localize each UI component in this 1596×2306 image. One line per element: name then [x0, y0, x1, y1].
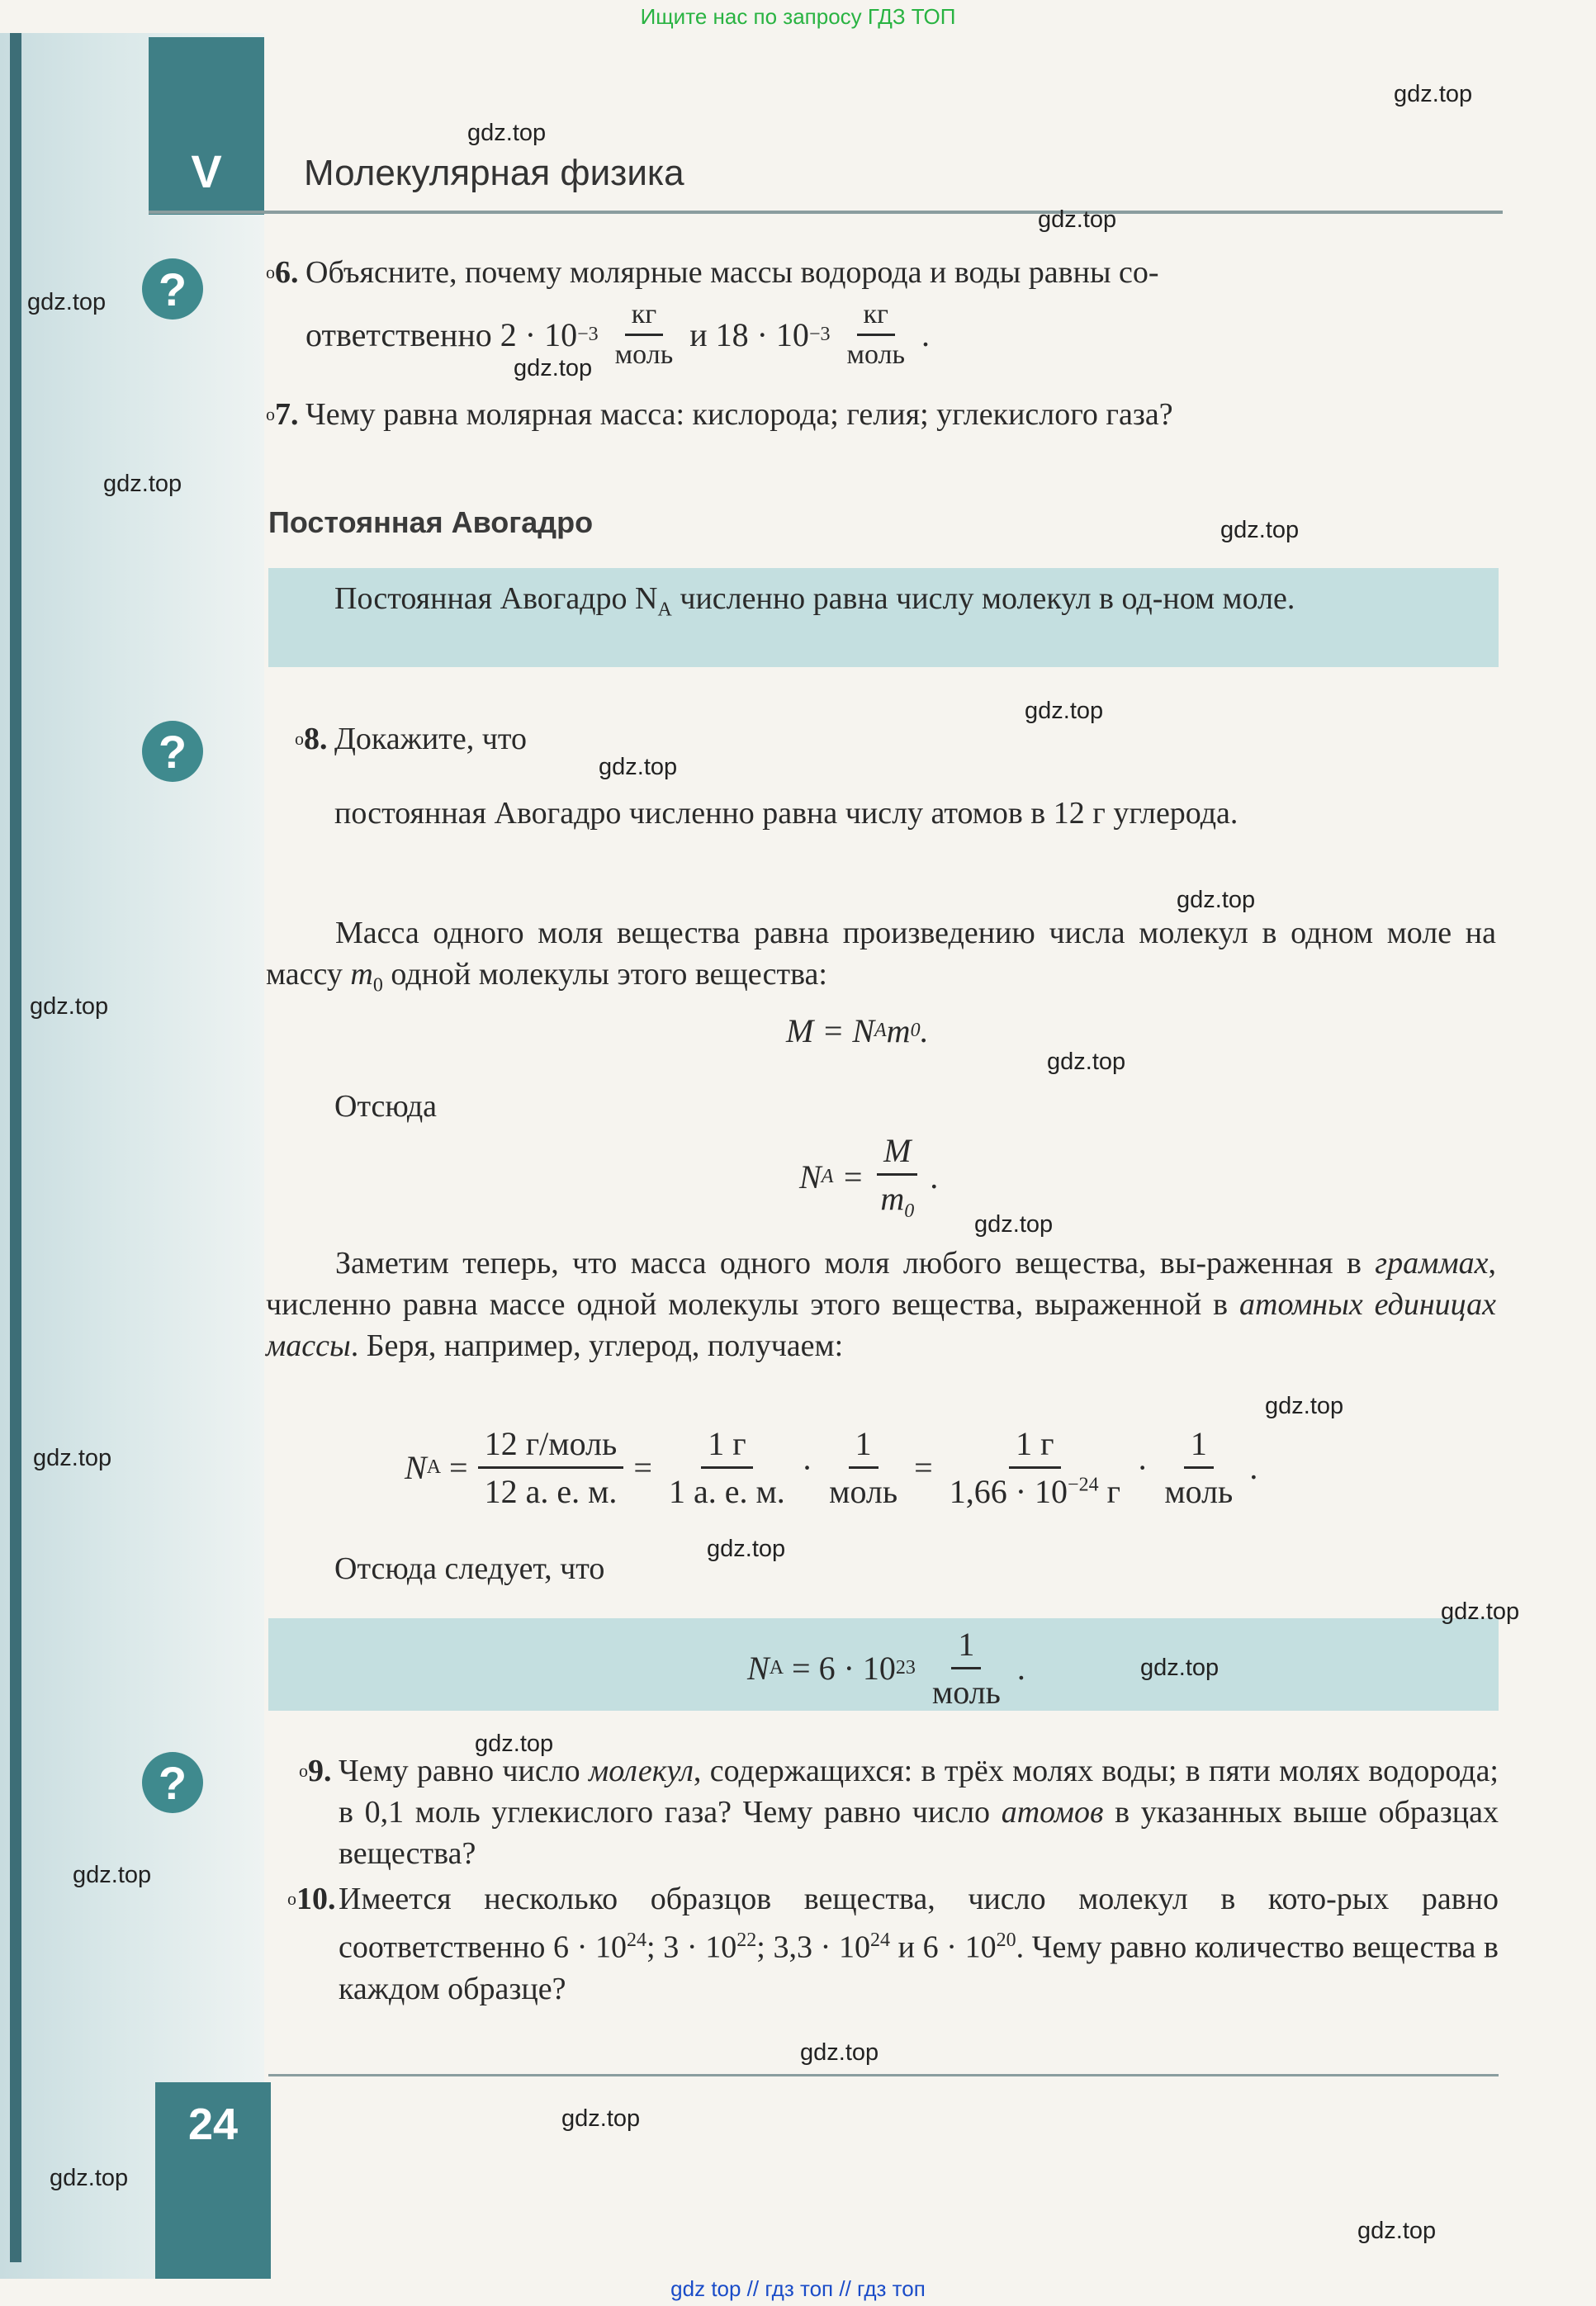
watermark: gdz.top: [1025, 698, 1104, 724]
footer-divider: [268, 2074, 1499, 2076]
bottom-banner[interactable]: gdz top // гдз топ // гдз топ: [670, 2275, 926, 2301]
watermark: gdz.top: [30, 993, 109, 1020]
question-icon: ?: [142, 258, 203, 320]
equation-result: N A = 6 · 10 23 $\frac{1}{\text{моль}}$ .: [747, 1626, 1025, 1711]
hence-label: Отсюда: [334, 1089, 438, 1124]
watermark: gdz.top: [1441, 1598, 1520, 1625]
watermark: gdz.top: [707, 1536, 786, 1562]
side-strip: [0, 33, 264, 2279]
question-text: Докажите, что: [334, 722, 527, 756]
watermark: gdz.top: [103, 471, 182, 497]
page-number: 24: [187, 2100, 239, 2149]
unit-fraction: $\frac{кг}{\text{моль}}$: [614, 299, 674, 370]
paragraph-grams: Заметим теперь, что масса одного моля любого вещества, вы-раженная в граммах, численно равна массе одной молекулы этого вещества, выраженной в атомных единицах массы. Беря, например, углерод, получаем:: [266, 1246, 1497, 1363]
question-6: $^о$6. Объясните, почему молярные массы водорода и воды равны со-: [266, 255, 1159, 290]
unit-fraction: $\frac{кг}{\text{моль}}$: [846, 299, 906, 370]
watermark: gdz.top: [1394, 81, 1473, 107]
question-number: 10.: [296, 1882, 336, 1916]
question-6-formula: ответственно 2 · 10 −3 $\frac{кг}{\text{моль}}$ и 18 · 10 −3 $\frac{кг}{\text{моль}}$ .: [305, 299, 931, 370]
watermark: gdz.top: [561, 2105, 641, 2132]
question-text: ответственно: [305, 316, 492, 353]
watermark: gdz.top: [1047, 1049, 1126, 1075]
question-text: Чему равна молярная масса: кислорода; гелия; углекислого газа?: [305, 397, 1173, 432]
exponent: −3: [808, 324, 831, 345]
watermark: gdz.top: [467, 120, 547, 146]
equation-molar-mass: M = N A m 0 .: [786, 1012, 929, 1049]
side-edge: [10, 33, 21, 2262]
watermark: gdz.top: [1357, 2218, 1437, 2244]
watermark: gdz.top: [974, 1211, 1054, 1238]
chapter-title: Молекулярная физика: [304, 153, 684, 193]
exponent: −3: [577, 324, 599, 345]
watermark: gdz.top: [1220, 517, 1300, 543]
watermark: gdz.top: [1140, 1655, 1219, 1681]
top-banner[interactable]: Ищите нас по запросу ГДЗ ТОП: [640, 3, 956, 29]
equation-avogadro: N A = $\frac{M}{m_0}$ .: [799, 1132, 940, 1222]
question-number: 8.: [304, 722, 328, 756]
watermark: gdz.top: [33, 1445, 112, 1471]
question-icon: ?: [142, 721, 203, 782]
watermark: gdz.top: [599, 754, 678, 780]
chapter-badge: [149, 37, 264, 215]
watermark: gdz.top: [1038, 206, 1117, 233]
chapter-number: V: [191, 145, 222, 197]
watermark: gdz.top: [1265, 1393, 1344, 1419]
claim-text: постоянная Авогадро численно равна числу атомов в 12 г углерода.: [334, 796, 1238, 831]
value: 18 · 10: [715, 316, 809, 353]
watermark: gdz.top: [514, 355, 593, 381]
section-title: Постоянная Авогадро: [268, 505, 594, 539]
watermark: gdz.top: [73, 1862, 152, 1888]
question-number: 6.: [275, 255, 299, 290]
question-icon: ?: [142, 1752, 203, 1813]
paragraph-molar-mass: Масса одного моля вещества равна произведению числа молекул в одном моле на массу $m_0$ одной молекулы этого вещества:: [266, 916, 1496, 997]
question-10: $^о$10.Имеется несколько образцов вещества, число молекул в кото-рых равно соответственно $6 \cdot 10^{24}$; $3 \cdot 10^{22}$; $3,3 \cdot 10^{24}$ и $6 \cdot 10^{20}$. Чему равно количество вещества в каждом образце?: [287, 1882, 1499, 2006]
follows-label: Отсюда следует, что: [334, 1551, 605, 1586]
watermark: gdz.top: [475, 1731, 554, 1757]
question-7: $^о$7. Чему равна молярная масса: кислорода; гелия; углекислого газа?: [266, 397, 1173, 432]
question-9: $^о$9. Чему равно число молекул, содержащихся: в трёх молях воды; в пяти молях водорода; в 0,1 моль углекислого газа? Чему равно число атомов в указанных выше образцах вещества?: [299, 1754, 1499, 1871]
question-text: Объясните, почему молярные массы водорода и воды равны со-: [305, 255, 1159, 290]
value: 2 · 10: [500, 316, 578, 353]
header-divider: [149, 211, 1503, 214]
conjunction: и: [689, 316, 708, 353]
question-number: 9.: [308, 1754, 332, 1788]
definition-text: Постоянная Авогадро $N_A$ численно равна числу молекул в од-ном моле.: [334, 581, 1295, 621]
watermark: gdz.top: [27, 289, 107, 315]
question-number: 7.: [275, 397, 299, 432]
question-8: $^о$8. Докажите, что: [295, 722, 527, 756]
watermark: gdz.top: [1177, 887, 1256, 913]
watermark: gdz.top: [800, 2039, 879, 2066]
watermark: gdz.top: [50, 2165, 129, 2191]
equation-carbon: N A = $\frac{\text{12 г/моль}}{12 а. е. м.}$ = $\frac{1 г}{1 а. е. м.}$ · $\frac{1}{\text{моль}}$ = $\frac{1 г}{1,66 \cdot 10^{-24} г}$ · $\frac{1}{\text{моль}}$ .: [405, 1425, 1258, 1510]
